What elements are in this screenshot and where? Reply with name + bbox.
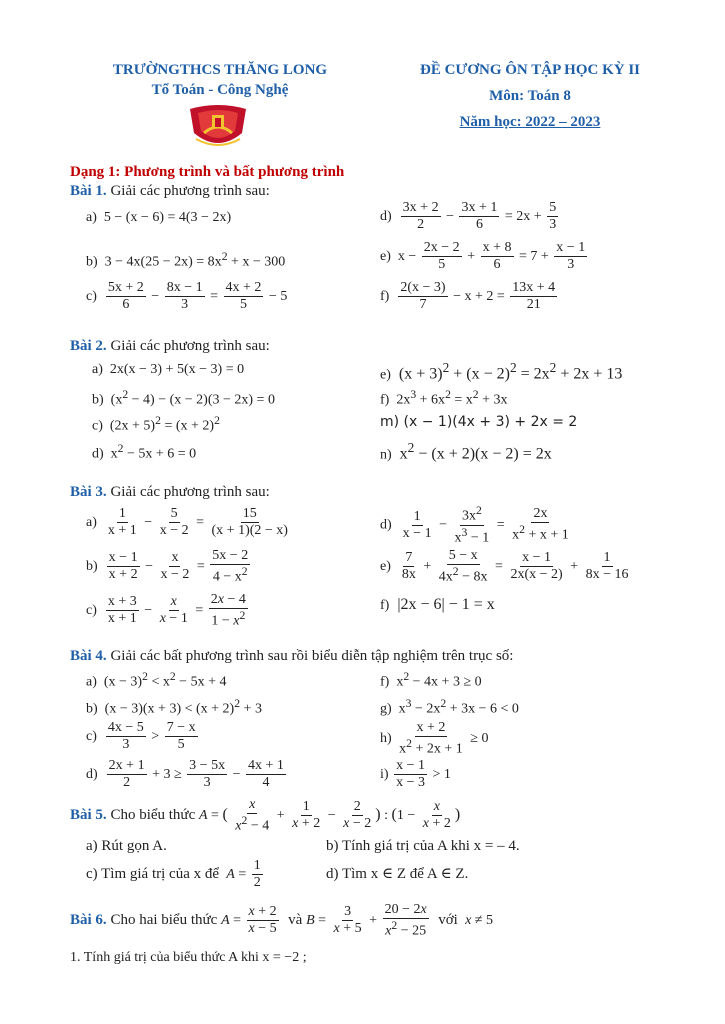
- bai3-e: e) $\frac{7}{8x}$ + $\frac{5 - x}{4x^2 - 8x}$ = $\frac{x - 1}{2x(x - 2)}$ + $\frac{1}{8x - 16}$: [380, 548, 629, 585]
- document-title: ĐỀ CƯƠNG ÔN TẬP HỌC KỲ II: [419, 62, 641, 78]
- bai4-g: g) $x^3 - 2x^2 + 3x - 6 < 0$: [380, 697, 519, 717]
- school-year: Năm học: 2022 – 2023: [459, 114, 601, 130]
- bai2-f: f) $2x^3 + 6x^2 = x^2 + 3x$: [380, 388, 508, 408]
- bai2-b: b) $(x^2 - 4) - (x - 2)(3 - 2x) = 0$: [92, 388, 275, 408]
- bai6-heading: Bài 6. Cho hai biểu thức A = $\frac{x + 2}{x - 5}$ và B = $\frac{3}{x + 5}$ + $\frac{20 - 2x}{x^2 - 25}$ với x ≠ 5: [70, 902, 493, 939]
- bai1-a: a) 5 − (x − 6) = 4(3 − 2x): [86, 210, 232, 225]
- bai3-heading: [70, 484, 270, 501]
- bai5-c-text: c) Tìm giá trị của x để: [86, 865, 220, 882]
- bai1-b: b) $3 - 4x(25 - 2x) = 8x^2 + x - 300$: [86, 250, 286, 270]
- bai3-c: c) $\frac{x + 3}{x + 1}$ − $\frac{x}{x - 1}$ = $\frac{2x - 4}{1 - x^2}$: [86, 592, 246, 629]
- bai3-b: b) $\frac{x - 1}{x + 2}$ − $\frac{x}{x - 2}$ = $\frac{5x - 2}{4 - x^2}$: [86, 548, 249, 585]
- bai1-instruction: Giải các phương trình sau:: [110, 183, 270, 199]
- department-name: Tổ Toán - Công Nghệ: [151, 82, 289, 98]
- bai2-e: e) $(x + 3)^2 + (x - 2)^2 = 2x^2 + 2x + 13$: [380, 360, 623, 383]
- bai4-h: h) $\frac{x + 2}{x^2 + 2x + 1}$ ≥ 0: [380, 720, 489, 757]
- subject: Môn: Toán 8: [489, 88, 571, 104]
- bai2-m: m) (x − 1)(4x + 3) + 2x = 2: [380, 414, 578, 430]
- bai4-b: b) $(x - 3)(x + 3) < (x + 2)^2 + 3$: [86, 697, 262, 717]
- bai3-a: a) $\frac{1}{x + 1}$ − $\frac{5}{x - 2}$ = $\frac{15}{(x + 1)(2 - x)}$: [86, 506, 288, 539]
- bai1-e: e) x − $\frac{2x - 2}{5}$ + $\frac{x + 8}{6}$ = 7 + $\frac{x - 1}{3}$: [380, 240, 586, 273]
- bai4-a: a) $(x - 3)^2 < x^2 - 5x + 4$: [86, 670, 227, 690]
- bai4-heading: [70, 648, 513, 665]
- bai6-with: với: [438, 912, 458, 929]
- bai4-label: Bài 4.: [70, 648, 107, 664]
- bai3-f: f) |2x − 6| − 1 = x: [380, 596, 495, 613]
- bai4-f: f) $x^2 - 4x + 3 \ge 0$: [380, 670, 482, 690]
- bai5-b: b) Tính giá trị của A khi x = – 4.: [326, 838, 520, 854]
- bai3-label: Bài 3.: [70, 484, 107, 500]
- bai5-heading: Bài 5. Cho biểu thức A = ( $\frac{x}{x^2 - 4}$ + $\frac{1}{x + 2}$ − $\frac{2}{x - 2}$ ) : (1 − $\frac{x}{x + 2}$ ): [70, 797, 461, 834]
- bai4-i: i) $\frac{x - 1}{x - 3}$ > 1: [380, 758, 451, 791]
- bai2-a: a) 2x(x − 3) + 5(x − 3) = 0: [92, 362, 245, 377]
- bai1-label: Bài 1.: [70, 183, 107, 199]
- bai2-label: Bài 2.: [70, 338, 107, 354]
- bai6-and: và: [288, 912, 303, 929]
- bai5-label: Bài 5.: [70, 807, 107, 824]
- bai6-label: Bài 6.: [70, 912, 107, 929]
- bai1-d: d) $\frac{3x + 2}{2}$ − $\frac{3x + 1}{6}$ = 2x + $\frac{5}{3}$: [380, 200, 557, 233]
- bai3-instruction: Giải các phương trình sau:: [110, 484, 270, 500]
- bai5-a: a) Rút gọn A.: [86, 838, 167, 854]
- bai2-instruction: Giải các phương trình sau:: [110, 338, 270, 354]
- bai1-f: f) $\frac{2(x - 3)}{7}$ − x + 2 = $\frac{13x + 4}{21}$: [380, 280, 556, 313]
- bai1-c: c) $\frac{5x + 2}{6}$ − $\frac{8x - 1}{3}$ = $\frac{4x + 2}{5}$ − 5: [86, 280, 288, 313]
- bai1-heading: [70, 183, 270, 200]
- bai2-n: n) $x^2 - (x + 2)(x - 2) = 2x$: [380, 440, 552, 463]
- bai5-c: c) Tìm giá trị của x để A = $\frac{1}{2}$: [86, 858, 261, 891]
- bai5-d: d) Tìm x ∈ Z để A ∈ Z.: [326, 866, 469, 882]
- section-title: Dạng 1: Phương trình và bất phương trình: [70, 164, 345, 180]
- bai5-instruction: Cho biểu thức: [110, 807, 196, 824]
- bai4-c: c) $\frac{4x - 5}{3}$ > $\frac{7 - x}{5}$: [86, 720, 196, 753]
- bai4-d: d) $\frac{2x + 1}{2}$ + 3 ≥ $\frac{3 - 5x}{3}$ − $\frac{4x + 1}{4}$: [86, 758, 284, 791]
- bai2-d: d) $x^2 - 5x + 6 = 0$: [92, 442, 197, 462]
- bai6-question-1: 1. Tính giá trị của biểu thức A khi x = −2 ;: [70, 950, 307, 965]
- school-logo: [188, 103, 248, 151]
- bai6-instruction: Cho hai biểu thức: [110, 912, 218, 929]
- bai3-d: d) $\frac{1}{x - 1}$ − $\frac{3x^2}{x^3 - 1}$ = $\frac{2x}{x^2 + x + 1}$: [380, 504, 569, 546]
- school-name: TRƯỜNGTHCS THĂNG LONG: [112, 62, 328, 78]
- bai2-heading: [70, 338, 270, 355]
- bai4-instruction: Giải các bất phương trình sau rồi biểu diễn tập nghiệm trên trục số:: [110, 648, 514, 664]
- bai2-c: c) $(2x + 5)^2 = (x + 2)^2$: [92, 414, 220, 434]
